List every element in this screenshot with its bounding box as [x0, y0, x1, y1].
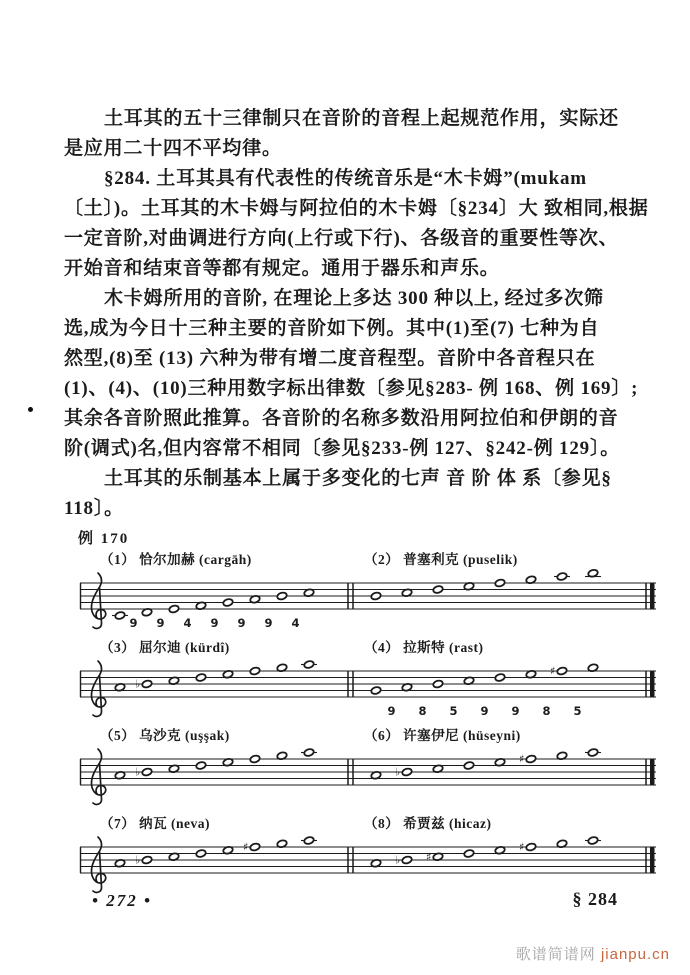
- interval-number: 9: [480, 704, 489, 718]
- whole-note: [169, 605, 180, 614]
- notation-systems: [76, 548, 664, 900]
- whole-note: [142, 856, 153, 865]
- scale-label: （2） 普塞利克 (puselik): [364, 552, 518, 567]
- flat-accidental-icon: ♭: [135, 677, 141, 691]
- scale-label: （4） 拉斯特 (rast): [364, 640, 484, 655]
- scale-labels-row: [76, 724, 664, 745]
- text-line: 118〕。: [64, 498, 124, 519]
- whole-note: [588, 748, 599, 757]
- text-line: 木卡姆所用的音阶, 在理论上多达 300 种以上, 经过多次筛: [104, 288, 604, 309]
- whole-note: [142, 680, 153, 689]
- whole-note: [196, 849, 207, 858]
- text-line: 〔土〕)。土耳其的木卡姆与阿拉伯的木卡姆〔§234〕大 致相同,根据: [64, 198, 649, 219]
- example-number-label: 例 170: [78, 531, 130, 547]
- whole-note: [526, 755, 537, 764]
- interval-number: 9: [210, 616, 219, 630]
- body-text: [64, 104, 649, 524]
- whole-note: [142, 768, 153, 777]
- whole-note: [196, 761, 207, 770]
- flat-accidental-icon: ♭: [135, 765, 141, 779]
- staff: [76, 657, 664, 723]
- staff: [76, 569, 664, 635]
- flat-accidental-icon: ♭: [395, 765, 401, 779]
- whole-note: [402, 856, 413, 865]
- staff-system: [76, 636, 664, 724]
- sharp-accidental-icon: ♯: [243, 840, 249, 854]
- flat-accidental-icon: ♭: [135, 853, 141, 867]
- scale-label: （6） 许塞伊尼 (hüseyni): [364, 728, 521, 743]
- watermark: [516, 943, 670, 964]
- interval-number: 4: [183, 616, 192, 630]
- page-number: • 272 •: [92, 891, 152, 910]
- print-speck: [28, 407, 33, 412]
- sharp-accidental-icon: ♯: [426, 850, 432, 864]
- whole-note: [495, 579, 506, 588]
- whole-note: [250, 755, 261, 764]
- treble-clef-icon: [92, 749, 106, 804]
- scale-label: （8） 希贾兹 (hicaz): [364, 816, 492, 831]
- watermark-site-url: jianpu.cn: [600, 946, 670, 963]
- scale-labels-row: [76, 636, 664, 657]
- staff-system: [76, 724, 664, 812]
- text-line: 土耳其的五十三律制只在音阶的音程上起规范作用，实际还: [104, 108, 619, 129]
- text-line: 选,成为今日十三种主要的音阶如下例。其中(1)至(7) 七种为自: [64, 318, 600, 339]
- staff-system: [76, 548, 664, 636]
- whole-note: [304, 748, 315, 757]
- whole-note: [196, 673, 207, 682]
- text-line: 其余各音阶照此推算。各音阶的名称多数沿用阿拉伯和伊朗的音: [64, 408, 619, 429]
- scale-label: （7） 纳瓦 (neva): [100, 816, 210, 831]
- interval-number: 4: [291, 616, 300, 630]
- scale-label: （3） 屈尔迪 (kürdî): [100, 640, 230, 655]
- scale-label: （5） 乌沙克 (uşşak): [100, 728, 230, 743]
- interval-number: 9: [387, 704, 396, 718]
- whole-note: [304, 836, 315, 845]
- whole-note: [277, 592, 288, 601]
- text-line: 土耳其的乐制基本上属于多变化的七声 音 阶 体 系〔参见§: [104, 468, 612, 489]
- interval-number: 5: [449, 704, 458, 718]
- whole-note: [223, 598, 234, 607]
- whole-note: [526, 843, 537, 852]
- scale-labels-row: [76, 548, 664, 569]
- scale-labels-row: [76, 812, 664, 833]
- sharp-accidental-icon: ♯: [519, 752, 525, 766]
- text-line: 开始音和结束音等都有规定。通用于器乐和声乐。: [64, 258, 500, 279]
- watermark-site-name: 歌谱简谱网: [515, 946, 596, 963]
- staff: [76, 745, 664, 811]
- interval-number: 8: [418, 704, 427, 718]
- whole-note: [588, 836, 599, 845]
- whole-note: [433, 585, 444, 594]
- whole-note: [464, 849, 475, 858]
- whole-note: [402, 768, 413, 777]
- whole-note: [464, 761, 475, 770]
- sharp-accidental-icon: ♯: [519, 840, 525, 854]
- treble-clef-icon: [92, 837, 106, 892]
- interval-number: 5: [573, 704, 582, 718]
- text-line: 是应用二十四不平均律。: [64, 138, 282, 159]
- sharp-accidental-icon: ♯: [550, 664, 556, 678]
- text-line: 然型,(8)至 (13) 六种为带有增二度音程型。音阶中各音程只在: [64, 348, 596, 369]
- whole-note: [304, 660, 315, 669]
- flat-accidental-icon: ♭: [395, 853, 401, 867]
- whole-note: [557, 667, 568, 676]
- interval-number: 8: [542, 704, 551, 718]
- interval-number: 9: [129, 616, 138, 630]
- whole-note: [115, 611, 126, 620]
- interval-number: 9: [264, 616, 273, 630]
- section-number: § 284: [572, 889, 618, 909]
- whole-note: [557, 572, 568, 581]
- whole-note: [250, 667, 261, 676]
- text-line: (1)、(4)、(10)三种用数字标出律数〔参见§283- 例 168、例 169〕;: [64, 378, 639, 399]
- staff-system: [76, 812, 664, 900]
- scale-label: （1） 恰尔加赫 (cargāh): [100, 552, 252, 567]
- whole-note: [371, 686, 382, 695]
- interval-number: 9: [511, 704, 520, 718]
- text-line: 阶(调式)名,但内容常不相同〔参见§233-例 127、§242-例 129〕。: [64, 438, 621, 459]
- whole-note: [495, 673, 506, 682]
- interval-number: 9: [237, 616, 246, 630]
- whole-note: [371, 592, 382, 601]
- treble-clef-icon: [92, 573, 106, 628]
- interval-number: 9: [156, 616, 165, 630]
- whole-note: [433, 680, 444, 689]
- text-line: 一定音阶,对曲调进行方向(上行或下行)、各级音的重要性等次、: [64, 228, 619, 249]
- treble-clef-icon: [92, 661, 106, 716]
- text-line: §284. 土耳其具有代表性的传统音乐是“木卡姆”(mukam: [104, 168, 587, 189]
- whole-note: [250, 843, 261, 852]
